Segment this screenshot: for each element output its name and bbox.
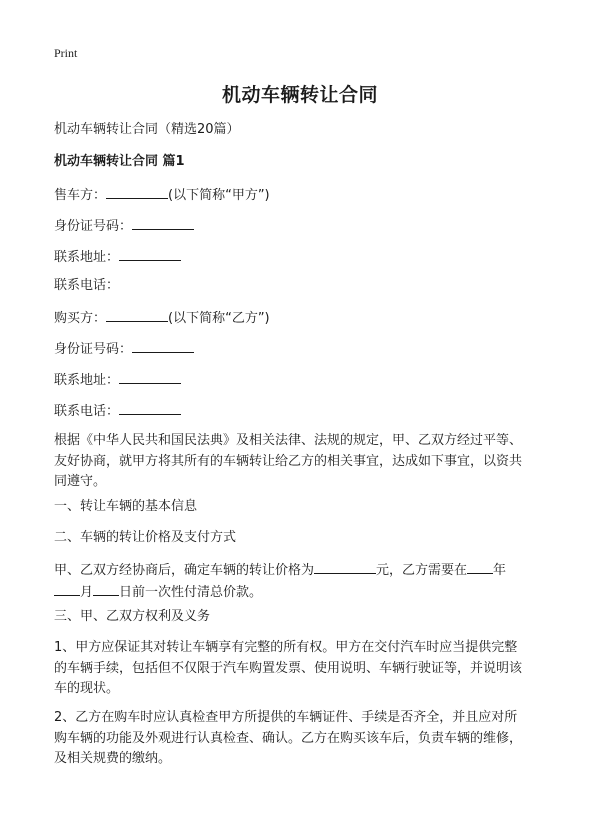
- buyer-phone-label: 联系电话：: [54, 404, 120, 419]
- day-blank: [93, 582, 119, 596]
- paragraph-line: 友好协商，就甲方将其所有的车辆转让给乙方的相关事宜，达成如下事宜，以资共: [54, 453, 523, 469]
- paragraph-line: 根据《中华人民共和国民法典》及相关法律、法规的规定，甲、乙双方经过平等、: [54, 433, 523, 448]
- page-title: 机动车辆转让合同: [221, 84, 378, 106]
- month-blank: [54, 582, 80, 596]
- seller-name-suffix: (以下简称“甲方”): [168, 188, 270, 203]
- document-subtitle: 机动车辆转让合同（精选20篇）: [54, 122, 240, 137]
- buyer-name-blank: [106, 308, 168, 322]
- article-1-heading: 一、转让车辆的基本信息: [54, 499, 198, 514]
- paragraph-line: [54, 560, 548, 582]
- seller-id-label: 身份证号码：: [54, 219, 133, 234]
- paragraph-line: 车的现状。: [54, 681, 120, 696]
- seller-address-line: [54, 247, 181, 267]
- seller-id-line: [54, 216, 194, 236]
- buyer-id-label: 身份证号码：: [54, 342, 133, 357]
- print-label: Print: [54, 46, 78, 60]
- price-text-3: 年: [493, 563, 507, 578]
- paragraph-line: 的车辆手续，包括但不仅限于汽车购置发票、使用说明、车辆行驶证等，并说明该: [54, 660, 523, 676]
- buyer-phone-blank: [119, 401, 181, 415]
- price-text-5: 日前一次性付清总价款。: [119, 584, 263, 600]
- price-text-1: 甲、乙双方经协商后，确定车辆的转让价格为: [54, 563, 315, 578]
- paragraph-line: 同遵守。: [54, 474, 107, 489]
- clause-1-paragraph: [54, 638, 548, 700]
- article-3-heading: 三、甲、乙双方权利及义务: [54, 609, 211, 624]
- seller-name-blank: [106, 185, 168, 199]
- paragraph-line: 1、甲方应保证其对转让车辆享有完整的所有权。甲方在交付汽车时应当提供完整: [54, 640, 518, 655]
- buyer-address-blank: [119, 370, 181, 384]
- article-2-heading: 二、车辆的转让价格及支付方式: [54, 530, 237, 545]
- paragraph-line: 购车辆的功能及外观进行认真检查、确认。乙方在购买该车后，负责车辆的维修，: [54, 730, 523, 746]
- paragraph-line: 2、乙方在购车时应认真检查甲方所提供的车辆证件、手续是否齐全，并且应对所: [54, 710, 518, 725]
- seller-address-label: 联系地址：: [54, 250, 120, 265]
- price-paragraph: [54, 560, 548, 603]
- section-heading: 机动车辆转让合同 篇1: [54, 154, 185, 169]
- buyer-phone-line: [54, 401, 181, 421]
- paragraph-line: [54, 582, 548, 604]
- seller-id-blank: [132, 216, 194, 230]
- buyer-id-line: [54, 339, 194, 359]
- seller-phone-line: [54, 277, 119, 295]
- seller-name-line: [54, 185, 270, 205]
- price-text-4: 月: [80, 584, 94, 600]
- buyer-name-line: [54, 308, 270, 328]
- price-text-2: 元，乙方需要在: [376, 563, 468, 578]
- buyer-address-label: 联系地址：: [54, 373, 120, 388]
- year-blank: [467, 560, 493, 574]
- buyer-id-blank: [132, 339, 194, 353]
- buyer-name-suffix: (以下简称“乙方”): [168, 311, 270, 326]
- preamble-paragraph: [54, 431, 548, 493]
- seller-phone-label: 联系电话：: [54, 278, 120, 293]
- clause-2-paragraph: [54, 708, 548, 770]
- seller-address-blank: [119, 247, 181, 261]
- price-amount-blank: [314, 560, 376, 574]
- buyer-address-line: [54, 370, 181, 390]
- paragraph-line: 及相关规费的缴纳。: [54, 751, 172, 766]
- buyer-name-label: 购买方：: [54, 311, 107, 326]
- seller-name-label: 售车方：: [54, 188, 107, 203]
